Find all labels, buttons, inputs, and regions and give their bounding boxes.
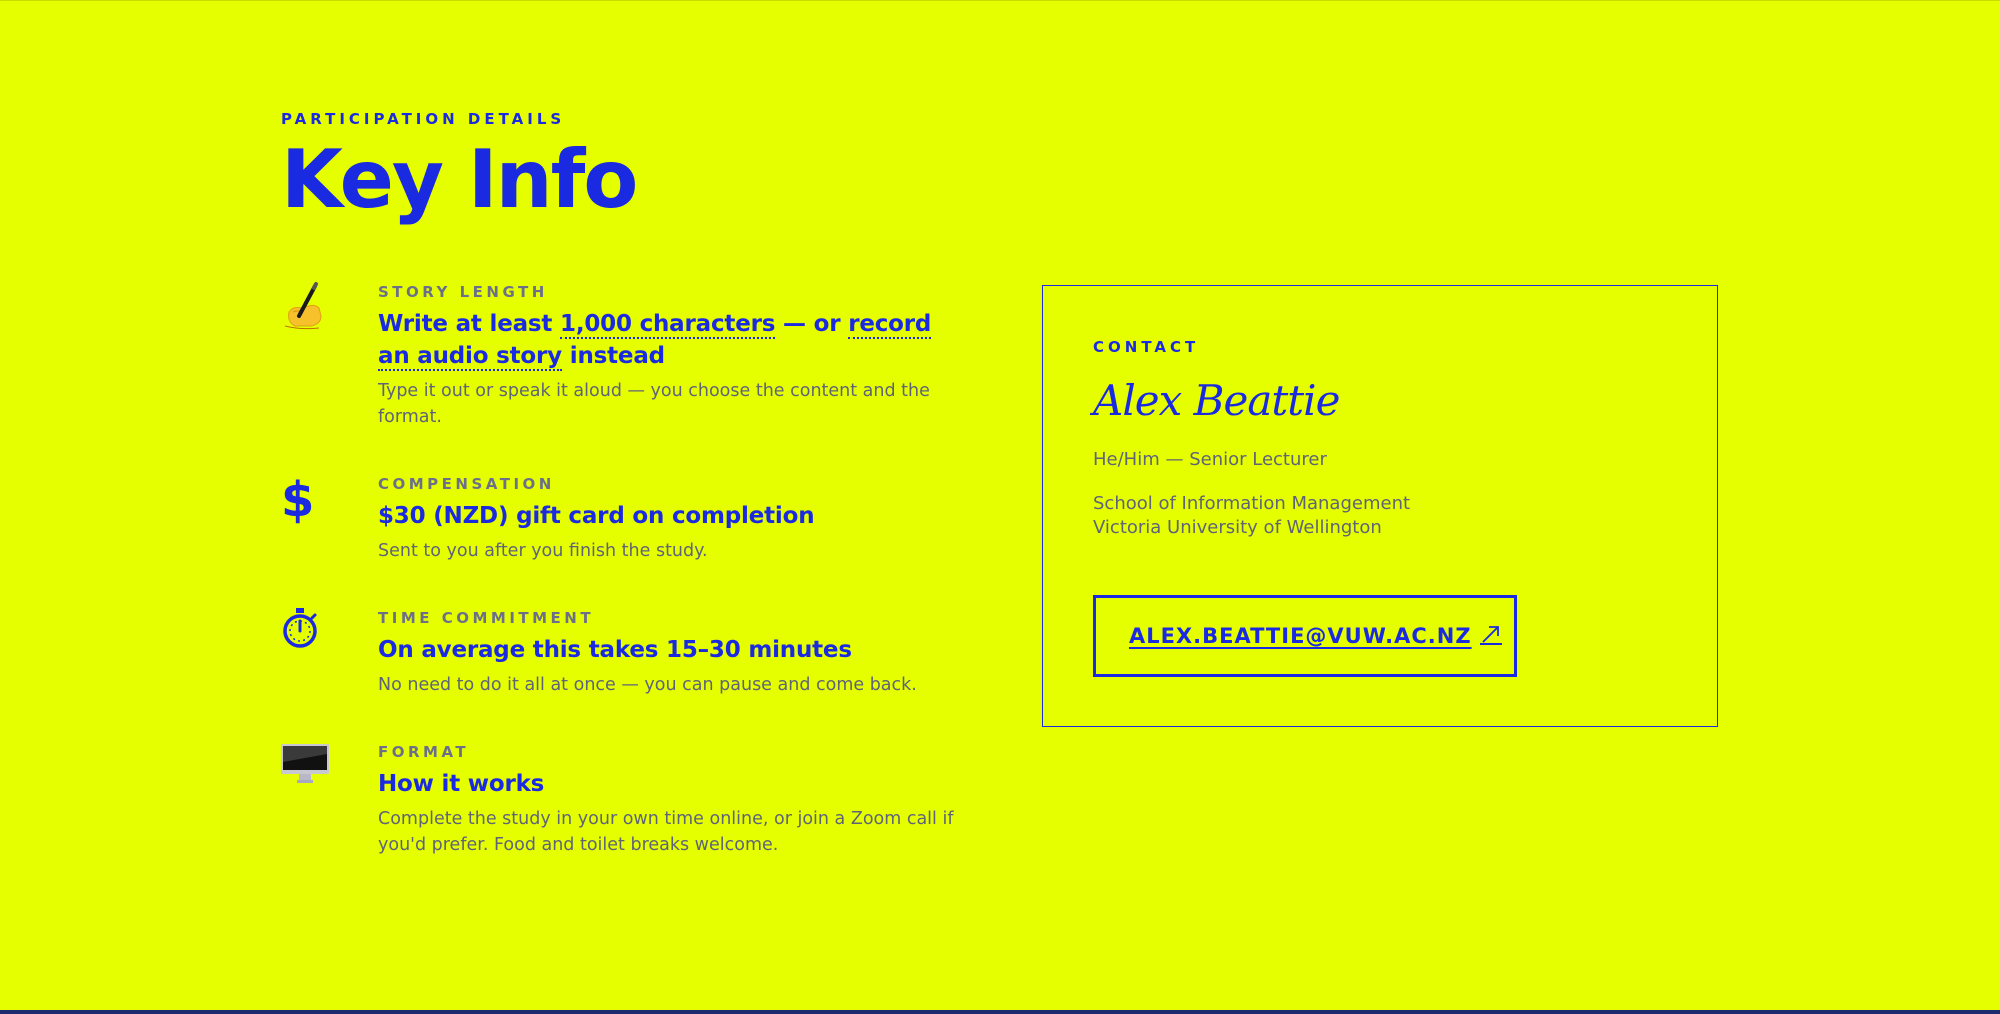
- contact-name: Alex Beattie: [1093, 376, 1340, 425]
- item-description: Type it out or speak it aloud — you choose the content and the format.: [378, 381, 930, 427]
- school-name: School of Information Management: [1093, 493, 1411, 514]
- svg-text:$: $: [281, 474, 315, 524]
- top-divider: [0, 0, 2000, 1]
- item-title: [378, 308, 961, 372]
- title-text: instead: [561, 343, 665, 369]
- bottom-divider: [0, 1010, 2000, 1014]
- list-item-compensation: [281, 474, 961, 564]
- writing-hand-icon: [281, 282, 331, 332]
- key-info-header: [281, 110, 1721, 226]
- item-label: FORMAT: [378, 743, 470, 761]
- audio-story-term[interactable]: record an audio story: [378, 311, 932, 369]
- contact-role: He/Him — Senior Lecturer: [1093, 449, 1327, 470]
- item-description: No need to do it all at once — you can pause and come back.: [378, 675, 917, 695]
- item-title: $30 (NZD) gift card on completion: [378, 503, 815, 529]
- stopwatch-icon: [281, 608, 331, 658]
- email-link-button[interactable]: [1093, 595, 1517, 677]
- external-arrow-icon: [1480, 623, 1502, 649]
- item-description: Complete the study in your own time online, or join a Zoom call if you'd prefer. Food and toilet breaks welcome.: [378, 809, 954, 855]
- item-title: On average this takes 15–30 minutes: [378, 637, 852, 663]
- contact-eyebrow: CONTACT: [1093, 338, 1200, 356]
- list-item-time-commitment: [281, 608, 961, 698]
- university-name: Victoria University of Wellington: [1093, 517, 1382, 538]
- contact-card: [1042, 285, 1718, 727]
- dollar-icon: [281, 474, 331, 524]
- contact-affiliation: [1093, 492, 1410, 540]
- item-label: STORY LENGTH: [378, 283, 548, 301]
- item-title: How it works: [378, 771, 545, 797]
- section-eyebrow: PARTICIPATION DETAILS: [281, 110, 566, 128]
- item-label: COMPENSATION: [378, 475, 555, 493]
- characters-term[interactable]: 1,000 characters: [560, 311, 776, 337]
- title-text: Write at least: [378, 311, 561, 337]
- list-item-story-length: [281, 282, 961, 430]
- list-item-format: [281, 742, 961, 858]
- item-label: TIME COMMITMENT: [378, 609, 595, 627]
- page-title: Key Info: [281, 133, 637, 226]
- title-text: — or: [775, 311, 849, 337]
- email-link-label[interactable]: ALEX.BEATTIE@VUW.AC.NZ: [1129, 624, 1472, 648]
- desktop-computer-icon: [281, 742, 331, 792]
- item-description: Sent to you after you finish the study.: [378, 541, 708, 561]
- info-list: [281, 282, 961, 902]
